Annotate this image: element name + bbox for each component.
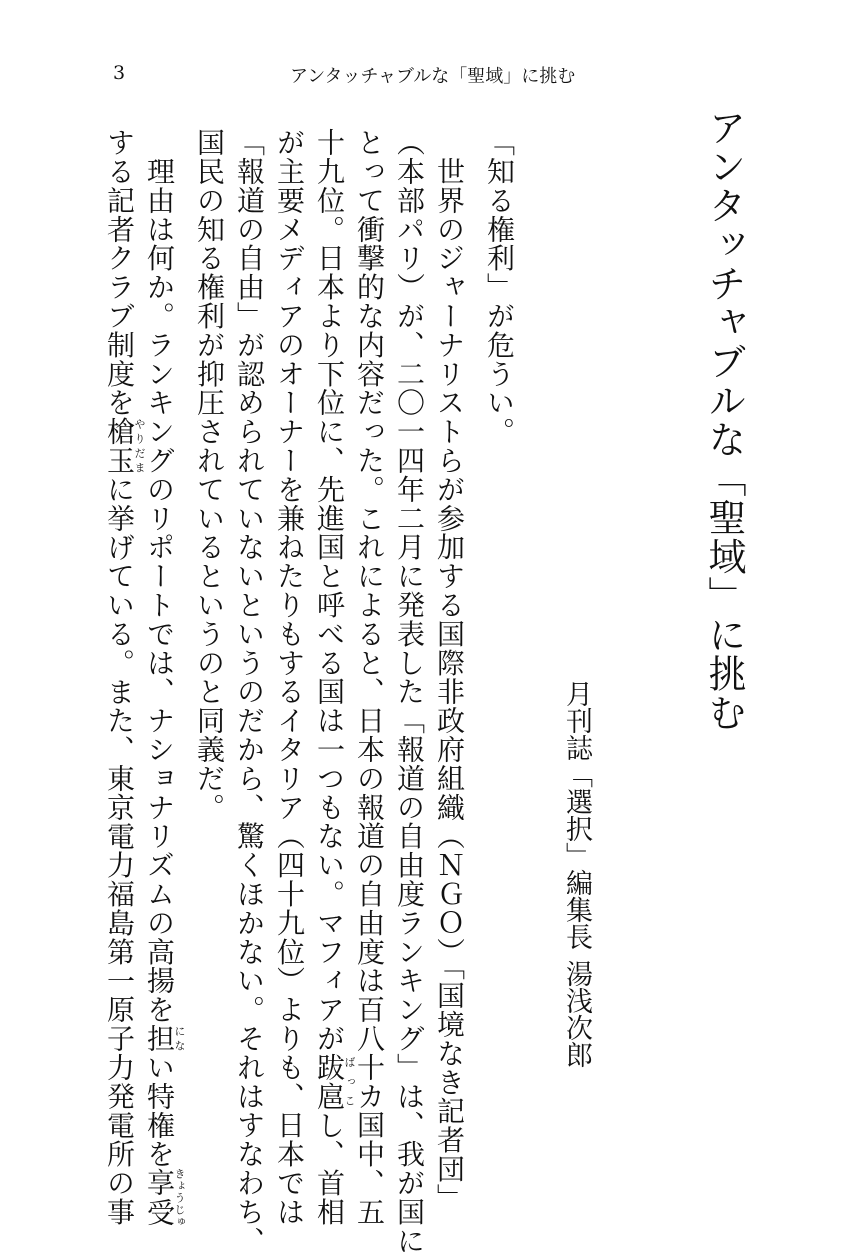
body-text: 世界のジャーナリストらが参加する国際非政府組織（ＮＧＯ）「国境なき記者団」: [433, 128, 466, 1213]
body-line: [273, 128, 306, 1227]
body-line: [105, 128, 146, 1226]
byline-publication: 月刊誌「選択」編集長: [561, 680, 592, 950]
body-text: に挙げている。また、東京電力福島第一原子力発電所の事: [103, 474, 136, 1227]
byline-author: 湯浅次郎: [561, 960, 592, 1068]
body-line: [433, 128, 466, 1213]
body-line: [353, 128, 386, 1227]
body-text: い特権を: [143, 1052, 176, 1169]
body-text: 国民の知る権利が抑圧されているというのと同義だ。: [193, 128, 226, 822]
running-header: アンタッチャブルな「聖域」に挑む: [290, 66, 576, 87]
page-number: 3: [113, 62, 126, 84]
body-line: [145, 128, 186, 1228]
body-text: 「報道の自由」が認められていないというのだから、驚くほかない。それはすなわち、: [233, 128, 266, 1255]
body-line: [483, 128, 516, 446]
ruby-annotation: 享受きょうじゅ: [143, 1168, 186, 1228]
body-text: が主要メディアのオーナーを兼ねたりもするイタリア（四十九位）よりも、日本では: [273, 128, 306, 1227]
body-line: [193, 128, 226, 822]
body-line: [315, 128, 356, 1226]
ruby-annotation: 槍玉やりだま: [103, 417, 146, 475]
body-text: （本部パリ）が、二〇一四年二月に発表した「報道の自由度ランキング」は、我が国に: [393, 128, 426, 1255]
body-text: 理由は何か。ランキングのリポートでは、ナショナリズムの高揚を: [143, 128, 176, 1024]
article-title: アンタッチャブルな「聖域」に挑む: [702, 108, 746, 732]
body-text: し、首相: [313, 1110, 346, 1227]
body-line: [233, 128, 266, 1255]
body-line: [393, 128, 426, 1255]
ruby-annotation: 担にな: [143, 1023, 186, 1053]
body-text: 「知る権利」が危うい。: [483, 128, 516, 446]
ruby-annotation: 跋扈ばっこ: [313, 1052, 356, 1111]
body-text: する記者クラブ制度を: [103, 128, 136, 417]
body-text: 十九位。日本より下位に、先進国と呼べる国は一つもない。マフィアが: [313, 128, 346, 1053]
body-text: とって衝撃的な内容だった。これによると、日本の報道の自由度は百八十カ国中、五: [353, 128, 386, 1227]
